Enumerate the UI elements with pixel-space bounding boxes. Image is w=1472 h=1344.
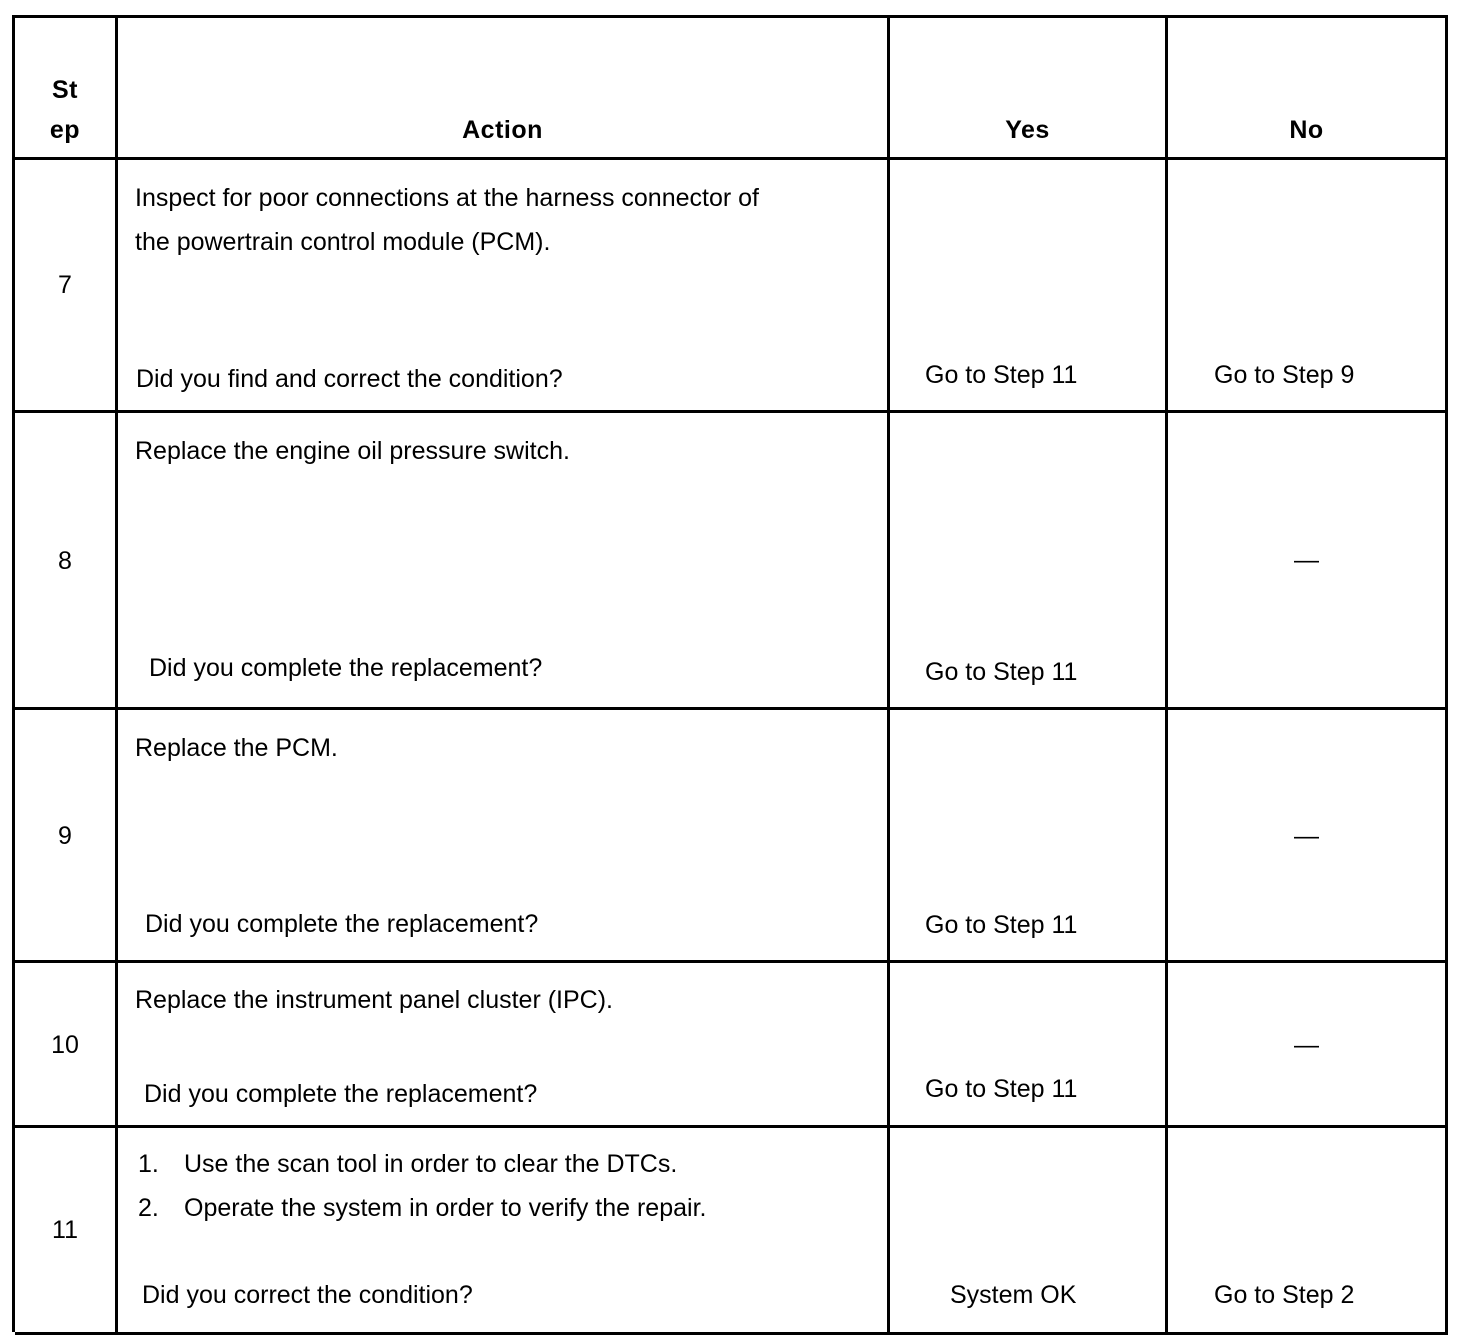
table-header-row — [15, 18, 1448, 160]
yes-result: System OK — [950, 1281, 1077, 1309]
action-question: Did you complete the replacement? — [144, 1080, 538, 1108]
step-number: 11 — [52, 1216, 78, 1244]
action-question: Did you complete the replacement? — [149, 654, 543, 682]
step-cell — [15, 1128, 118, 1332]
no-cell — [1168, 413, 1448, 707]
action-text: Inspect for poor connections at the harness connector of — [135, 184, 759, 212]
header-yes: Yes — [1005, 116, 1050, 144]
list-item-text: Use the scan tool in order to clear the DTCs. — [184, 1150, 678, 1178]
action-question: Did you find and correct the condition? — [136, 365, 563, 393]
header-action: Action — [462, 116, 543, 144]
table-row — [15, 1128, 1448, 1335]
no-result: Go to Step 9 — [1214, 361, 1355, 389]
yes-result: Go to Step 11 — [925, 658, 1078, 686]
no-cell — [1168, 963, 1448, 1125]
yes-cell — [890, 160, 1168, 410]
list-item — [138, 1186, 706, 1230]
step-cell — [15, 413, 118, 707]
table-row — [15, 710, 1448, 963]
header-action-cell — [118, 18, 890, 157]
list-item — [138, 1142, 706, 1186]
action-cell — [118, 963, 890, 1125]
no-result-dash: — — [1294, 822, 1319, 850]
yes-cell — [890, 1128, 1168, 1332]
action-cell — [118, 710, 890, 960]
yes-result: Go to Step 11 — [925, 1075, 1078, 1103]
header-step-cell — [15, 18, 118, 157]
header-yes-cell — [890, 18, 1168, 157]
action-text: Replace the engine oil pressure switch. — [135, 437, 570, 465]
action-cell — [118, 413, 890, 707]
yes-result: Go to Step 11 — [925, 911, 1078, 939]
step-number: 8 — [58, 547, 72, 575]
header-step-line1: St — [52, 76, 78, 104]
step-number: 10 — [51, 1031, 79, 1059]
header-no-cell — [1168, 18, 1448, 157]
table-row — [15, 963, 1448, 1128]
action-text: Replace the instrument panel cluster (IPC). — [135, 986, 613, 1014]
action-cell — [118, 160, 890, 410]
header-step-line2: ep — [49, 116, 81, 144]
action-numbered-list — [138, 1142, 706, 1230]
diagnostic-table — [12, 15, 1448, 1332]
step-cell — [15, 710, 118, 960]
step-cell — [15, 963, 118, 1125]
step-number: 7 — [58, 271, 72, 299]
list-item-number: 2. — [138, 1194, 159, 1222]
list-item-text: Operate the system in order to verify the repair. — [184, 1194, 707, 1222]
no-cell — [1168, 160, 1448, 410]
no-result-dash: — — [1294, 546, 1319, 574]
no-result: Go to Step 2 — [1214, 1281, 1355, 1309]
table-row — [15, 413, 1448, 710]
no-cell — [1168, 1128, 1448, 1332]
yes-result: Go to Step 11 — [925, 361, 1078, 389]
action-text: the powertrain control module (PCM). — [135, 228, 551, 256]
header-no: No — [1289, 116, 1324, 144]
no-cell — [1168, 710, 1448, 960]
yes-cell — [890, 963, 1168, 1125]
action-question: Did you correct the condition? — [142, 1281, 473, 1309]
action-question: Did you complete the replacement? — [145, 910, 539, 938]
yes-cell — [890, 413, 1168, 707]
action-cell — [118, 1128, 890, 1332]
yes-cell — [890, 710, 1168, 960]
action-text: Replace the PCM. — [135, 734, 338, 762]
step-number: 9 — [58, 822, 72, 850]
no-result-dash: — — [1294, 1031, 1319, 1059]
table-row — [15, 160, 1448, 413]
step-cell — [15, 160, 118, 410]
list-item-number: 1. — [138, 1150, 159, 1178]
